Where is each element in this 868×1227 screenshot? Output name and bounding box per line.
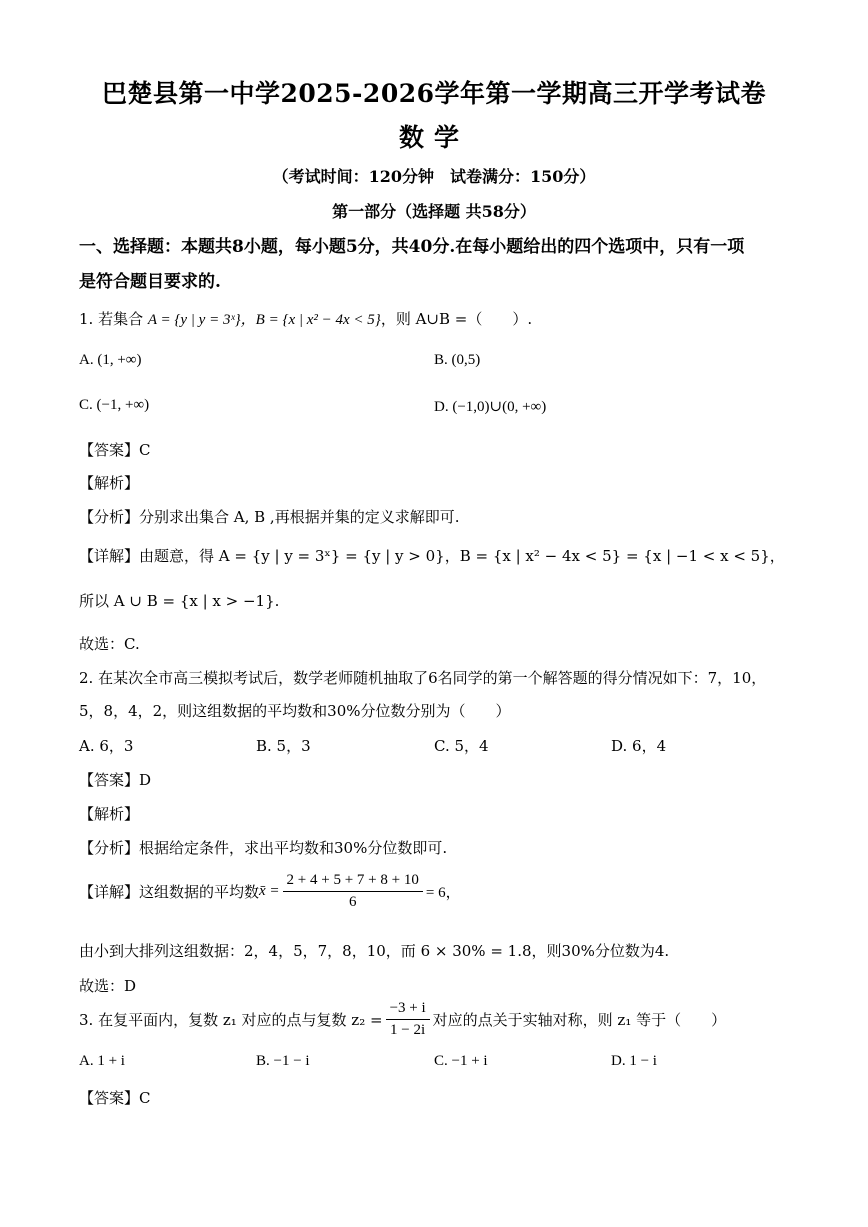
question-1-suffix: ，则 A∪B =（ ）. (380, 310, 533, 328)
question-1-option-b: B. (0,5) (434, 352, 481, 368)
question-3-option-d: D. 1 − i (611, 1053, 657, 1069)
question-1-choice: 故选：C. (79, 635, 140, 653)
section-instructions-line2: 是符合题目要求的. (79, 272, 221, 292)
question-3-denominator: 1 − 2i (390, 1022, 426, 1038)
question-2-choice: 故选：D (79, 977, 137, 995)
question-1-stem (79, 308, 532, 329)
question-1-sets: A = {y | y = 3ˣ}，B = {x | x² − 4x < 5} (147, 312, 381, 328)
question-3-option-a: A. 1 + i (79, 1053, 125, 1069)
question-2-option-d: D. 6，4 (611, 737, 667, 755)
question-3-fraction (386, 1000, 430, 1039)
exam-title: 巴楚县第一中学2025-2026学年第一学期高三开学考试卷 (101, 79, 767, 108)
question-2-detail (79, 872, 461, 911)
question-1-answer: 【答案】C (79, 441, 151, 459)
question-2-option-a: A. 6，3 (79, 737, 134, 755)
question-1-detail: 【详解】由题意，得 A = {y | y = 3ˣ} = {y | y > 0}，B = {x | x² − 4x < 5} = {x | −1 < x < 5}， (79, 547, 785, 565)
question-2-analysis: 【分析】根据给定条件，求出平均数和30%分位数即可. (79, 839, 448, 857)
question-2-mean-fraction (283, 872, 423, 911)
question-1-conclusion: 所以 A ∪ B = {x | x > −1}. (79, 592, 280, 610)
exam-time-info: （考试时间：120分钟 试卷满分：150分） (272, 167, 596, 186)
question-2-mean-denominator: 6 (348, 894, 357, 910)
part-title: 第一部分（选择题 共58分） (332, 202, 536, 221)
question-3-stem (79, 1000, 726, 1039)
question-2-mean-numerator: 2 + 4 + 5 + 7 + 8 + 10 (283, 872, 423, 892)
question-2-mean-result: = 6， (425, 885, 461, 901)
question-2-answer: 【答案】D (79, 771, 152, 789)
question-1-option-a: A. (1, +∞) (79, 352, 142, 368)
question-3-suffix: 对应的点关于实轴对称，则 z₁ 等于（ ） (432, 1011, 727, 1029)
section-instructions-line1: 一、选择题：本题共8小题，每小题5分，共40分.在每小题给出的四个选项中，只有一项 (79, 237, 745, 257)
question-3-prefix: 3. 在复平面内，复数 z₁ 对应的点与复数 z₂ = (79, 1011, 383, 1029)
question-1-analysis-label: 【解析】 (79, 474, 140, 492)
question-2-mean-symbol: x̄ = (259, 883, 280, 899)
question-1-analysis: 【分析】分别求出集合 A, B ,再根据并集的定义求解即可. (79, 508, 460, 526)
question-1-option-c: C. (−1, +∞) (79, 397, 150, 413)
question-3-answer: 【答案】C (79, 1089, 151, 1107)
question-1-option-d: D. (−1,0)∪(0, +∞) (434, 399, 547, 415)
subject-title: 数学 (398, 123, 469, 152)
question-2-option-b: B. 5，3 (256, 737, 311, 755)
question-1-prefix: 1. 若集合 (79, 310, 144, 328)
question-2-stem-line1: 2. 在某次全市高三模拟考试后，数学老师随机抽取了6名同学的第一个解答题的得分情况如下：7，10， (79, 669, 767, 687)
question-2-stem-line2: 5，8，4，2，则这组数据的平均数和30%分位数分别为（ ） (79, 702, 511, 720)
question-2-option-c: C. 5，4 (434, 737, 489, 755)
question-3-option-b: B. −1 − i (256, 1053, 310, 1069)
question-3-numerator: −3 + i (386, 1000, 430, 1020)
question-2-detail-prefix: 【详解】这组数据的平均数 (79, 883, 260, 901)
question-2-sort-line: 由小到大排列这组数据：2，4，5，7，8，10，而 6 × 30% = 1.8，则30%分位数为4. (79, 942, 670, 960)
question-2-analysis-label: 【解析】 (79, 805, 140, 823)
question-3-option-c: C. −1 + i (434, 1053, 488, 1069)
